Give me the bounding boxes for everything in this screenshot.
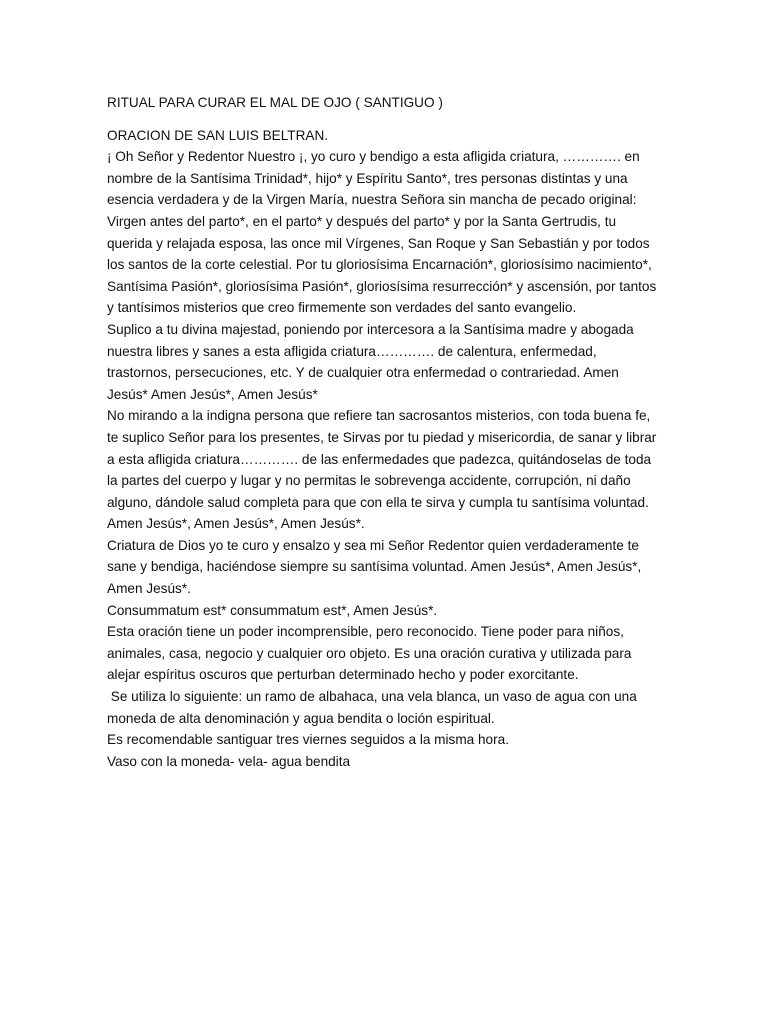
document-subtitle: ORACION DE SAN LUIS BELTRAN. (107, 127, 329, 143)
paragraph-line: alejar espíritus oscuros que perturban determinado hecho y poder exorcitante. (107, 667, 579, 683)
paragraph-line: Amen Jesús*. (107, 581, 191, 597)
paragraph-line: Vaso con la moneda- vela- agua bendita (107, 753, 351, 769)
paragraph-line: Santísima Pasión*, gloriosísima Pasión*, gloriosísima resurrección* y ascensión, por tantos (107, 278, 657, 294)
paragraph-line: Es recomendable santiguar tres viernes seguidos a la misma hora. (107, 732, 509, 748)
paragraph-materials (107, 686, 667, 729)
paragraph-line: Jesús* Amen Jesús*, Amen Jesús* (107, 386, 318, 402)
paragraph-line: te suplico Señor para los presentes, te Sirvas por tu piedad y misericordia, de sanar y librar (107, 429, 657, 445)
paragraph-line: a esta afligida criatura…………. de las enfermedades que padezca, quitándoselas de toda (107, 451, 652, 467)
paragraph-consummatum (107, 600, 667, 622)
paragraph-line: Suplico a tu divina majestad, poniendo por intercesora a la Santísima madre y abogada (107, 321, 634, 337)
paragraph-line: querida y relajada esposa, las once mil Vírgenes, San Roque y San Sebastián y por todos (107, 235, 650, 251)
paragraph-line: Se utiliza lo siguiente: un ramo de albahaca, una vela blanca, un vaso de agua con una (107, 689, 637, 705)
paragraph-line: No mirando a la indigna persona que refiere tan sacrosantos misterios, con toda buena fe, (107, 408, 651, 424)
paragraph-line: moneda de alta denominación y agua bendita o loción espiritual. (107, 710, 495, 726)
paragraph-line: ¡ Oh Señor y Redentor Nuestro ¡, yo curo y bendigo a esta afligida criatura, …………. en (107, 149, 640, 165)
document-title: RITUAL PARA CURAR EL MAL DE OJO ( SANTIGUO ) (107, 95, 443, 110)
paragraph-supplication (107, 319, 667, 405)
paragraph-line: animales, casa, negocio y cualquier oro objeto. Es una oración curativa y utilizada para (107, 645, 632, 661)
paragraph-line: la partes del cuerpo y lugar y no permitas le sobrevenga accidente, corrupción, ni daño (107, 473, 631, 489)
paragraph-line: Amen Jesús*, Amen Jesús*, Amen Jesús*. (107, 516, 365, 532)
paragraph-items-list (107, 751, 667, 773)
paragraph-line: los santos de la corte celestial. Por tu gloriosísima Encarnación*, gloriosísimo nacimiento*, (107, 257, 652, 273)
paragraph-line: nombre de la Santísima Trinidad*, hijo* y Espíritu Santo*, tres personas distintas y una (107, 170, 628, 186)
document-page (107, 92, 667, 772)
paragraph-line: Consummatum est* consummatum est*, Amen Jesús*. (107, 602, 438, 618)
paragraph-line: trastornos, persecuciones, etc. Y de cualquier otra enfermedad o contrariedad. Amen (107, 365, 619, 381)
paragraph-line: esencia verdadera y de la Virgen María, nuestra Señora sin mancha de pecado original: (107, 192, 637, 208)
paragraph-line: sane y bendiga, haciéndose siempre su santísima voluntad. Amen Jesús*, Amen Jesús*, (107, 559, 642, 575)
paragraph-line: y tantísimos misterios que creo firmemente son verdades del santo evangelio. (107, 300, 577, 316)
paragraph-line: Esta oración tiene un poder incomprensible, pero reconocido. Tiene poder para niños, (107, 624, 624, 640)
paragraph-recommendation (107, 729, 667, 751)
paragraph-line: Virgen antes del parto*, en el parto* y después del parto* y por la Santa Gertrudis, tu (107, 213, 617, 229)
paragraph-power-description (107, 621, 667, 686)
paragraph-prayer-opening (107, 146, 667, 319)
paragraph-line: nuestra libres y sanes a esta afligida criatura…………. de calentura, enfermedad, (107, 343, 597, 359)
paragraph-line: alguno, dándole salud completa para que con ella te sirva y cumpla tu santísima voluntad. (107, 494, 649, 510)
paragraph-petition (107, 405, 667, 535)
paragraph-line: Criatura de Dios yo te curo y ensalzo y sea mi Señor Redentor quien verdaderamente te (107, 537, 639, 553)
paragraph-blessing (107, 535, 667, 600)
